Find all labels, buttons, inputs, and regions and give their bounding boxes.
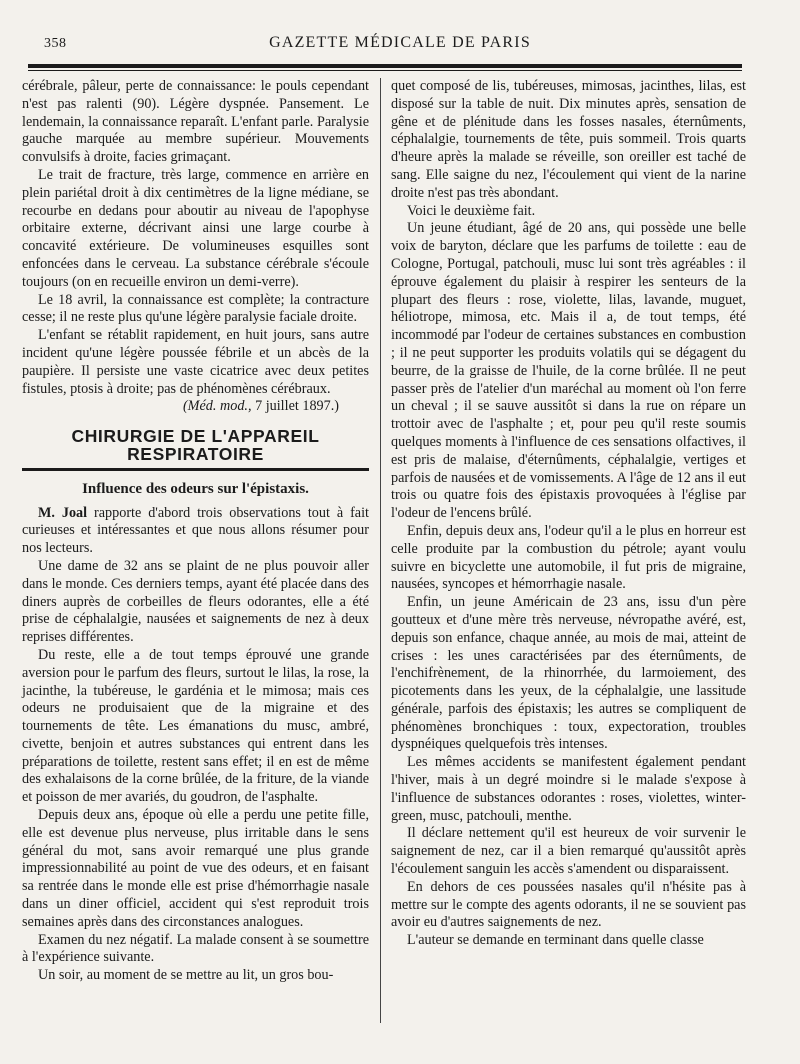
paragraph: Enfin, un jeune Américain de 23 ans, issu d'un père goutteux et d'une mère très nerveuse, névropathe avéré, est, depuis son enfance, chaque année, au mois de mai, atteint de crises : les unes caractérisées par des éternûments, de l'enchifrènement, de la rhinorrhée, du larmoiement, des picotements dans les yeux, de la céphalalgie, une lassitude générale, parfois des épistaxis; les autres se compliquent de phénomènes bronchiques : toux, expectoration, troubles dyspnéiques quelquefois très intenses. [391, 594, 746, 753]
author-name: M. Joal [38, 504, 88, 521]
paragraph [22, 505, 369, 558]
left-column [22, 78, 369, 985]
page-header [28, 30, 772, 52]
paragraph: L'auteur se demande en terminant dans quelle classe [407, 932, 704, 949]
paragraph: Il déclare nettement qu'il est heureux de voir survenir le saignement de nez, car il a bien remarqué qu'aussitôt après l'écoulement sanguin les accès s'amendent ou disparaissent. [391, 825, 746, 878]
header-rule [28, 64, 742, 68]
paragraph: cérébrale, pâleur, perte de connaissance: le pouls cependant n'est pas ralenti (90). Légère dyspnée. Pansement. Le lendemain, la connaissance reparaît. L'enfant parle. Paralysie gauche marquée au membre supérieur. Mouvements convulsifs à droite, facies grimaçant. [22, 78, 369, 166]
paragraph: En dehors de ces poussées nasales qu'il n'hésite pas à mettre sur le compte des agents odorants, il ne se souvient pas avoir eu d'autres saignements de nez. [391, 878, 746, 931]
paragraph: Le trait de fracture, très large, commence en arrière en plein pariétal droit à dix centimètres de la ligne médiane, se recourbe en dedans pour aboutir au niveau de l'apophyse orbitaire externe, décrivant ainsi une large courbe à concavité extérieure. De volumineuses esquilles sont enfoncées dans le cerveau. La substance cérébrale s'écoule toujours (on en recueille environ un demi-verre). [22, 166, 369, 290]
paragraph: Un soir, au moment de se mettre au lit, un gros bou- [38, 967, 334, 984]
header-rule-thin [28, 70, 742, 71]
column-divider [380, 78, 381, 1023]
citation-source: (Méd. mod., [182, 398, 252, 415]
paragraph: L'enfant se rétablit rapidement, en huit jours, sans autre incident qu'une légère poussée fébrile et un abcès de la paupière. Il persiste une vaste cicatrice avec deux petites fistules, ptosis à droite; pas de phénomènes cérébraux. [22, 327, 369, 397]
paragraph: Le 18 avril, la connaissance est complète; la contracture cesse; il ne reste plus qu'une légère paralysie faciale droite. [22, 291, 369, 326]
citation [22, 398, 369, 416]
paragraph: Voici le deuxième fait. [407, 202, 536, 219]
paragraph: quet composé de lis, tubéreuses, mimosas, jacinthes, lilas, est disposé sur la table de nuit. Dix minutes après, sensation de gêne et de plénitude dans les fosses nasales, éternûments, céphalalgie, tournements de tête, puis sommeil. Trois quarts d'heure après la malade se réveille, son oreiller est taché de sang. Elle saigne du nez, l'écoulement qui vient de la narine droite n'est pas très abondant. [391, 78, 746, 201]
article-title: Influence des odeurs sur l'épistaxis. [82, 480, 309, 497]
paragraph: Les mêmes accidents se manifestent également pendant l'hiver, mais à un degré moindre si le malade s'expose à l'influence de substances odorantes : roses, violettes, winter-green, musc, patchouli, menthe. [391, 754, 746, 824]
paragraph: Une dame de 32 ans se plaint de ne plus pouvoir aller dans le monde. Ces derniers temps, ayant été placée dans des diners auprès de corbeilles de fleurs odorantes, elle a été prise de céphalalgie, nausées et saignements de nez à deux reprises différentes. [22, 557, 369, 646]
paragraph: Examen du nez négatif. La malade consent à se soumettre à l'expérience suivante. [22, 931, 369, 966]
paragraph: Depuis deux ans, époque où elle a perdu une petite fille, elle est devenue plus nerveuse, plus irritable dans le sens général du mot, sans avoir remarqué une plus grande impressionnabilité au point de vue des odeurs, et en faisant sa rentrée dans le monde elle est prise d'hémorrhagie nasale dans un diner officiel, accident qui s'est reproduit trois semaines après dans des circonstances analogues. [22, 807, 369, 930]
right-column [391, 78, 746, 950]
paragraph: Du reste, elle a de tout temps éprouvé une grande aversion pour le parfum des fleurs, surtout le lilas, la rose, la jacinthe, la tubéreuse, le gardénia et le mimosa; mais ces odeurs ne produisaient que de la migraine et des tournements de tête. Les émanations du musc, ambré, civette, benjoin et autres substances qui entrent dans les préparations de toilette, restent sans effet; il en est de même des exhalaisons de la corne brûlée, de la friture, de la viande et poisson de mer avariés, du goudron, de l'asphalte. [22, 646, 369, 806]
paragraph: Un jeune étudiant, âgé de 20 ans, qui possède une belle voix de baryton, déclare que les parfums de toilette : eau de Cologne, Portugal, patchouli, musc lui sont très agréables : il éprouve également du plaisir à respirer les senteurs de la plupart des fleurs : rose, violette, lilas, lavande, muguet, héliotrope, mimosa, etc. Mais il a, de tout temps, été incommodé par l'odeur de certaines substances en combustion ; il ne peut supporter les produits volatils qui se dégagent du beurre, de la graisse de l'huile, de la corne brûlée. Il ne peut passer près de l'atelier d'un maréchal au moment où l'on ferre un cheval ; il se sauve aussitôt si dans la rue on répare un trottoir avec de l'asphalte ; et, pour peu qu'il reste soumis quelques moments à l'influence de ces sensations olfactives, il est pris de malaise, d'éternûments, céphalalgie, vertiges et parfois de nausées et de vomissements. A l'âge de 12 ans il eut trois ou quatre fois des épistaxis provoquées à l'église par l'odeur de l'encens brûlé. [391, 220, 746, 522]
journal-title: GAZETTE MÉDICALE DE PARIS [269, 34, 531, 51]
page-number: 358 [44, 36, 67, 51]
paragraph: Enfin, depuis deux ans, l'odeur qu'il a le plus en horreur est celle produite par la combustion du pétrole; ayant voulu suivre en bicyclette une automobile, il fut pris de migraine, nausées, syncopes et hémorrhagie nasale. [391, 522, 746, 593]
citation-date: 7 juillet 1897.) [251, 398, 339, 415]
section-heading: CHIRURGIE DE L'APPAREIL RESPIRATOIRE [22, 428, 369, 471]
paragraph-text: rapporte d'abord trois observations tout à fait curieuses et intéressantes et que nous allons résumer pour nos lecteurs. [22, 504, 369, 557]
